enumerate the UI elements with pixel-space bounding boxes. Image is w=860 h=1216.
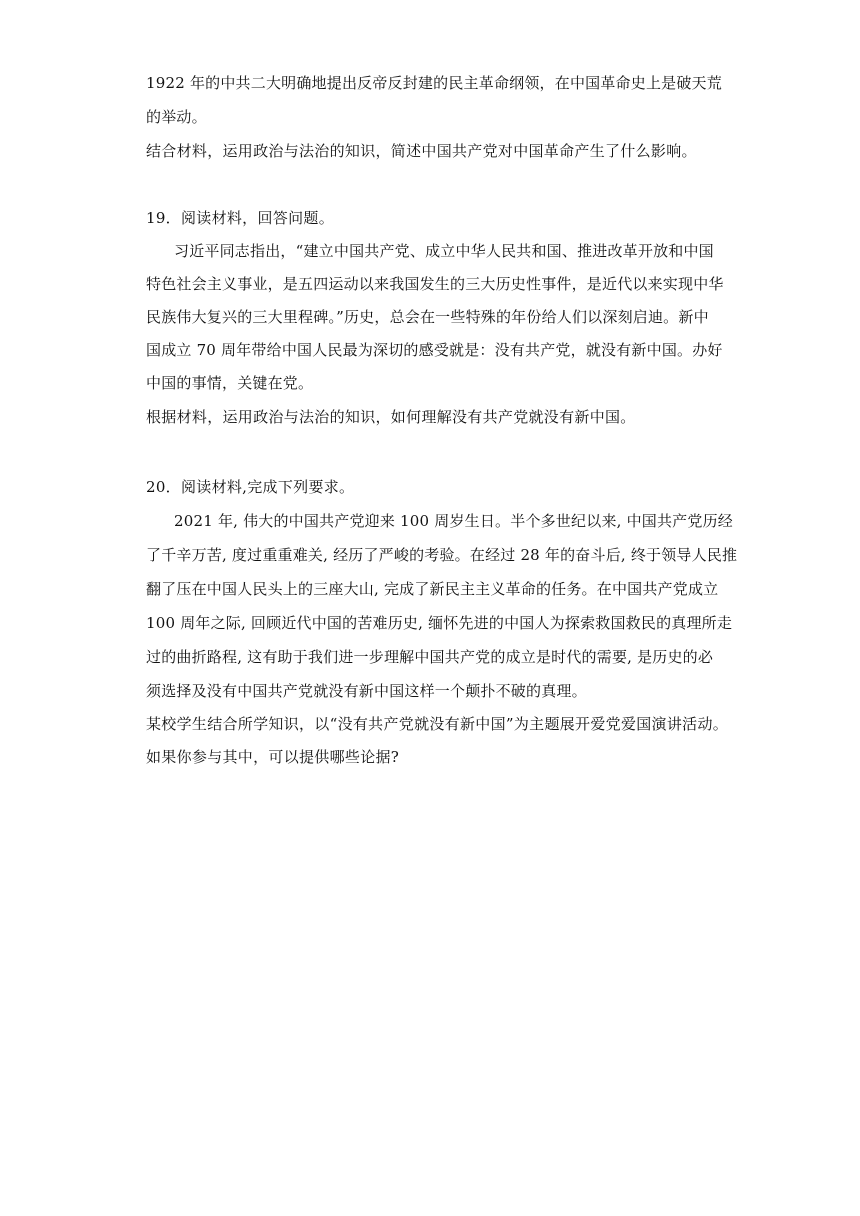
q20-material-line: 过的曲折路程, 这有助于我们进一步理解中国共产党的成立是时代的需要, 是历史的必	[146, 648, 714, 666]
q20-material-line: 了千辛万苦, 度过重重难关, 经历了严峻的考验。在经过 28 年的奋斗后, 终于领导人民推	[146, 546, 738, 564]
q18-material-line: 的举动。	[146, 108, 207, 126]
q20-material-line: 100 周年之际, 回顾近代中国的苦难历史, 缅怀先进的中国人为探索救国救民的真理所走	[146, 614, 733, 632]
q19-material-line: 习近平同志指出，“建立中国共产党、成立中华人民共和国、推进改革开放和中国	[174, 242, 714, 260]
q20-heading: 20．阅读材料,完成下列要求。	[146, 478, 355, 496]
q19-heading: 19．阅读材料，回答问题。	[146, 209, 334, 227]
q19-material-line: 中国的事情，关键在党。	[146, 374, 314, 392]
q20-material-line: 须选择及没有中国共产党就没有新中国这样一个颠扑不破的真理。	[146, 682, 587, 700]
q18-material-line: 1922 年的中共二大明确地提出反帝反封建的民主革命纲领，在中国革命史上是破天荒	[146, 74, 722, 92]
q19-question: 根据材料，运用政治与法治的知识，如何理解没有共产党就没有新中国。	[146, 408, 636, 426]
q20-question-line: 某校学生结合所学知识，以“没有共产党就没有新中国”为主题展开爱党爱国演讲活动。	[146, 715, 729, 733]
q20-material-line: 2021 年, 伟大的中国共产党迎来 100 周岁生日。半个多世纪以来, 中国共产党历经	[174, 512, 733, 530]
q19-material-line: 国成立 70 周年带给中国人民最为深切的感受就是：没有共产党，就没有新中国。办好	[146, 341, 723, 359]
q18-question: 结合材料，运用政治与法治的知识，简述中国共产党对中国革命产生了什么影响。	[146, 142, 697, 160]
q20-material-line: 翻了压在中国人民头上的三座大山, 完成了新民主主义革命的任务。在中国共产党成立	[146, 580, 719, 598]
q19-material-line: 民族伟大复兴的三大里程碑。”历史，总会在一些特殊的年份给人们以深刻启迪。新中	[146, 308, 709, 326]
q20-question-line: 如果你参与其中，可以提供哪些论据?	[146, 748, 400, 766]
q19-material-line: 特色社会主义事业，是五四运动以来我国发生的三大历史性事件，是近代以来实现中华	[146, 275, 724, 293]
